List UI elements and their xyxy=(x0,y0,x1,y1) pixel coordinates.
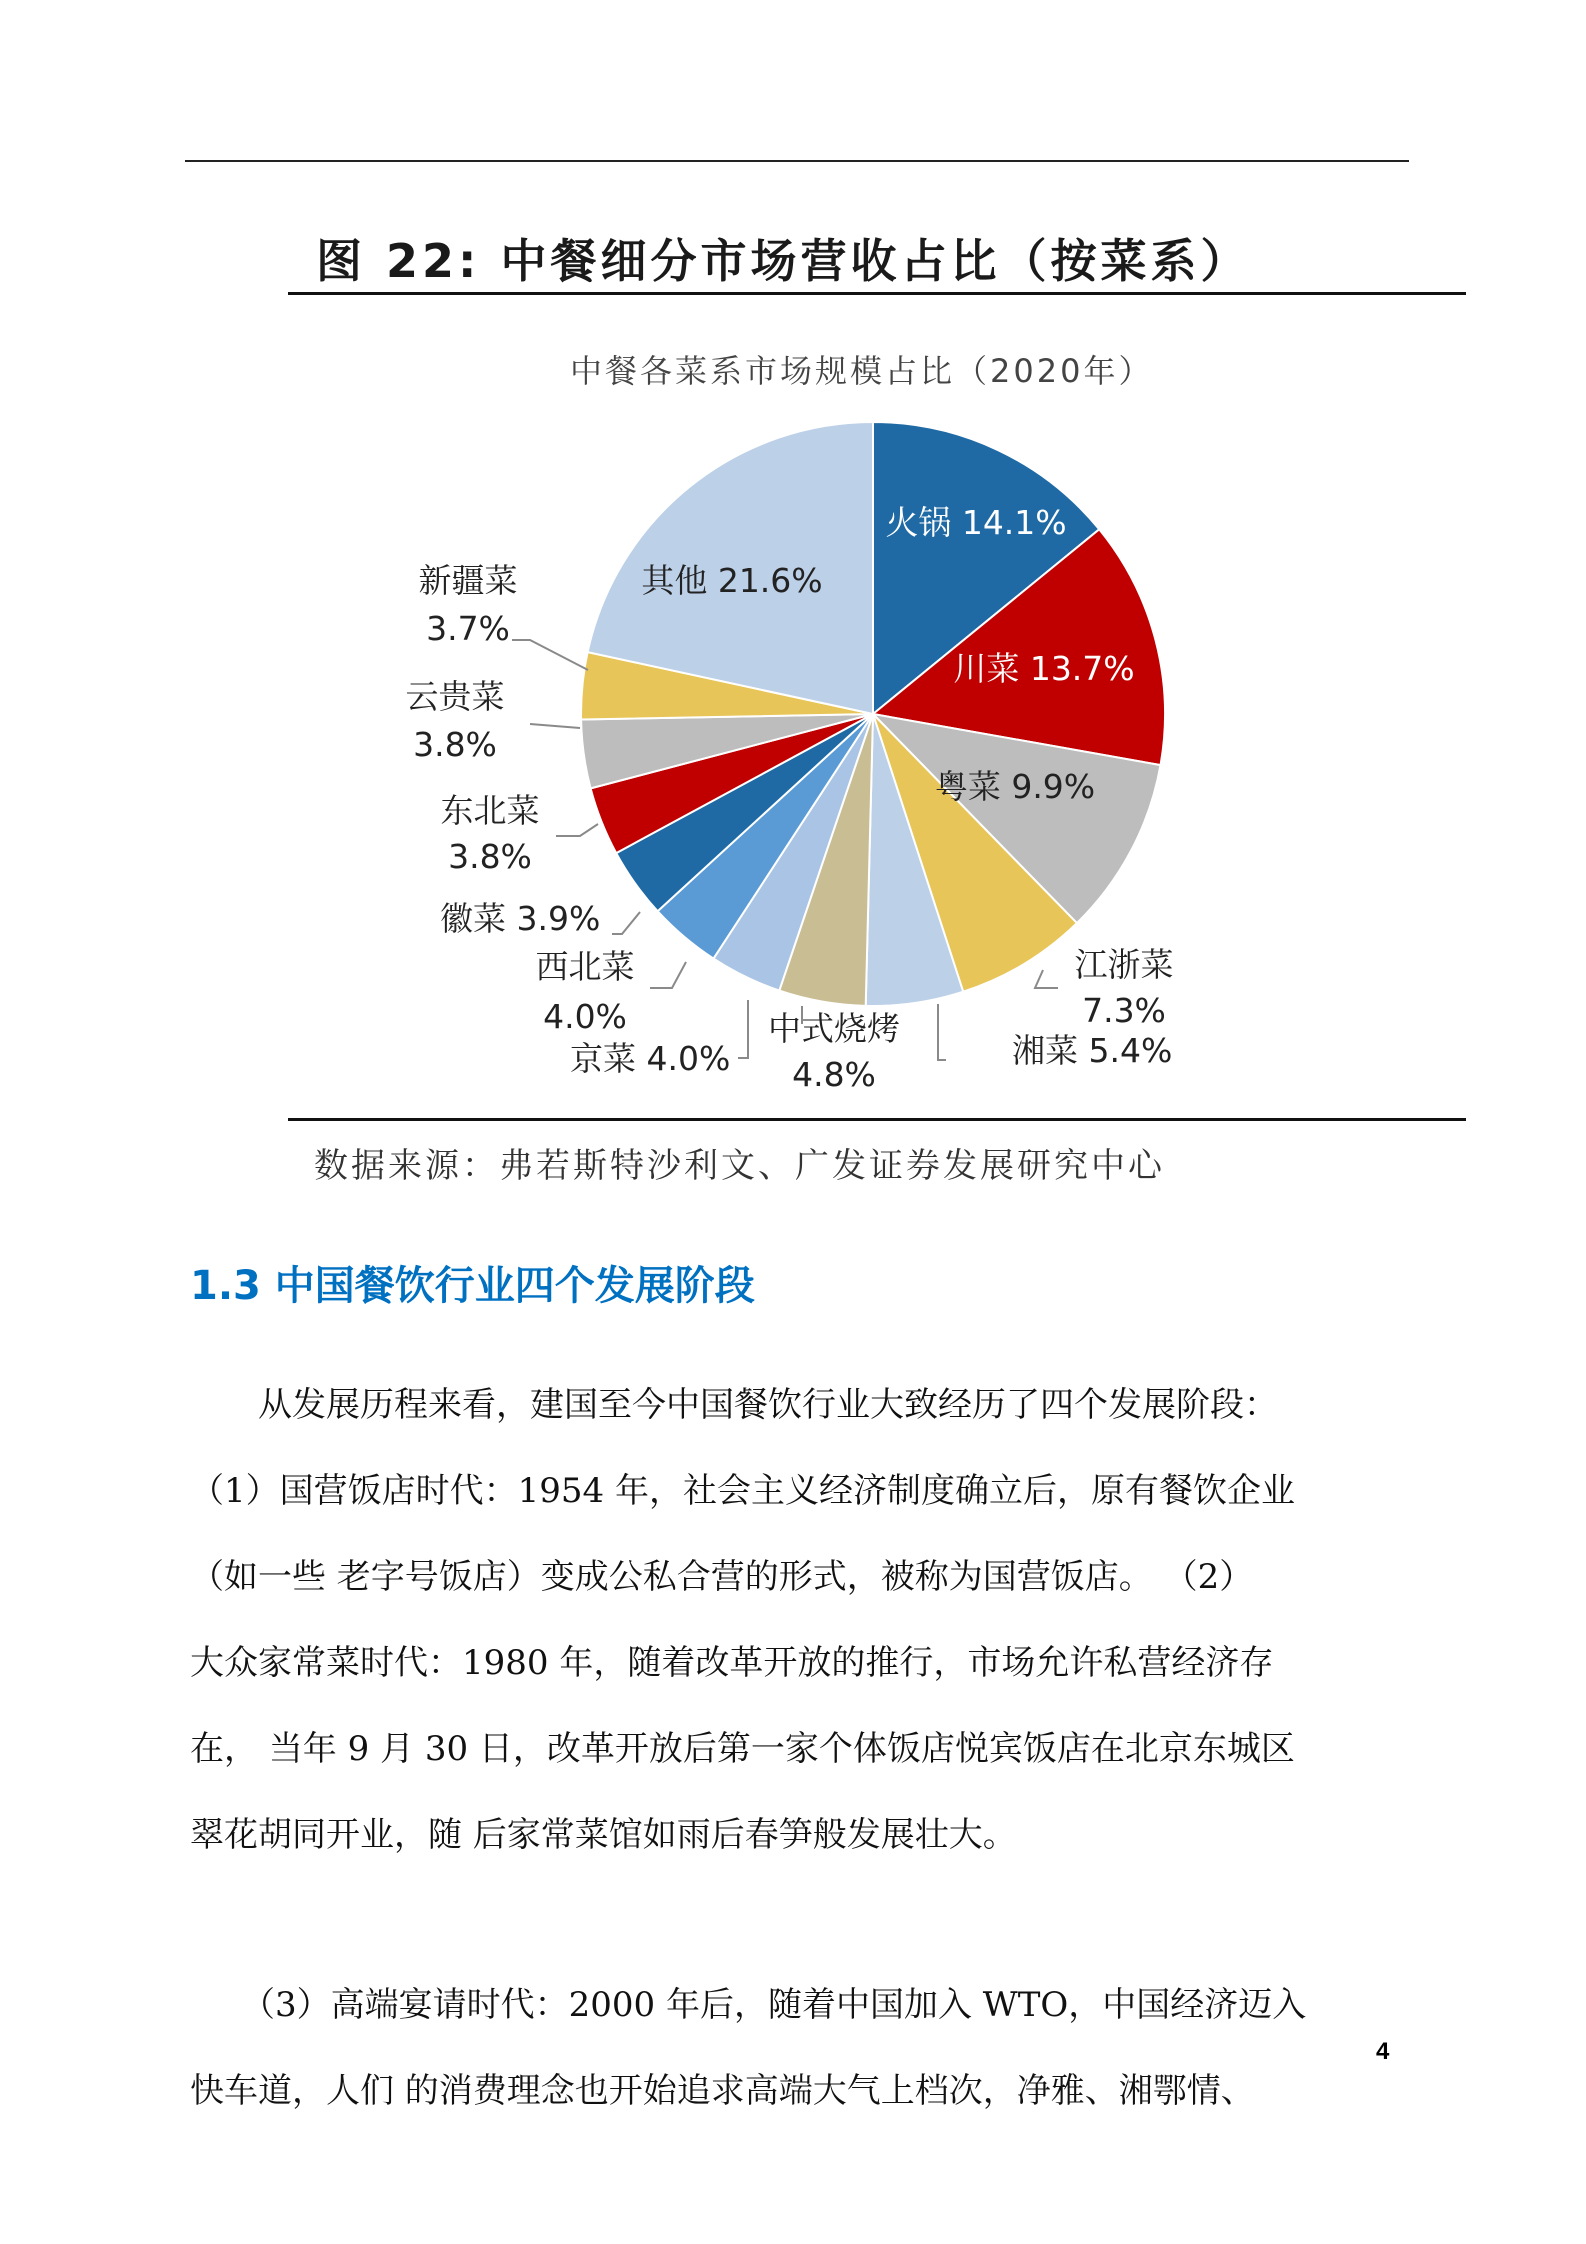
slice-label: 江浙菜 xyxy=(1074,945,1174,984)
slice-label: 火锅 14.1% xyxy=(885,503,1067,542)
slice-label: 新疆菜 xyxy=(418,561,518,600)
page-number: 4 xyxy=(1376,2038,1390,2065)
pie-chart xyxy=(0,0,1586,1120)
slice-label: 川菜 13.7% xyxy=(953,649,1135,688)
slice-label: 其他 21.6% xyxy=(641,561,823,600)
section-heading: 1.3 中国餐饮行业四个发展阶段 xyxy=(190,1263,755,1309)
slice-label: 4.0% xyxy=(543,997,627,1036)
body-line: 快车道，人们 的消费理念也开始追求高端大气上档次，净雅、湘鄂情、 xyxy=(190,2071,1255,2111)
body-line: 在， 当年 9 月 30 日，改革开放后第一家个体饭店悦宾饭店在北京东城区 xyxy=(190,1729,1295,1769)
slice-label: 中式烧烤 xyxy=(768,1009,900,1048)
slice-label: 7.3% xyxy=(1082,991,1166,1030)
slice-label: 粤菜 9.9% xyxy=(934,767,1096,806)
slice-label: 京菜 4.0% xyxy=(570,1039,731,1078)
slice-label: 徽菜 3.9% xyxy=(440,899,601,938)
slice-label: 4.8% xyxy=(792,1055,876,1094)
slice-label: 湘菜 5.4% xyxy=(1012,1031,1173,1070)
leader-line xyxy=(556,824,598,836)
leader-line xyxy=(512,640,588,670)
slice-label: 3.8% xyxy=(413,725,497,764)
body-line: 大众家常菜时代：1980 年，随着改革开放的推行，市场允许私营经济存 xyxy=(190,1643,1274,1683)
leader-line xyxy=(650,962,686,988)
body-line: （3）高端宴请时代：2000 年后，随着中国加入 WTO，中国经济迈入 xyxy=(190,1985,1307,2025)
body-line: （1）国营饭店时代：1954 年，社会主义经济制度确立后，原有餐饮企业 xyxy=(190,1471,1295,1511)
leader-line xyxy=(612,912,640,934)
body-text xyxy=(190,1362,1420,2134)
slice-label: 西北菜 xyxy=(535,947,635,986)
body-line: （如一些 老字号饭店）变成公私合营的形式，被称为国营饭店。 （2） xyxy=(190,1557,1254,1597)
figure-source: 数据来源：弗若斯特沙利文、广发证券发展研究中心 xyxy=(314,1146,1165,1186)
leader-line xyxy=(530,724,580,728)
chart-title: 中餐各菜系市场规模占比（2020年） xyxy=(570,352,1154,390)
slice-label: 云贵菜 xyxy=(405,677,505,716)
body-line: 翠花胡同开业，随 后家常菜馆如雨后春笋般发展壮大。 xyxy=(190,1815,1017,1855)
slice-label: 3.8% xyxy=(448,837,532,876)
leader-line xyxy=(938,1004,946,1060)
body-line: 从发展历程来看，建国至今中国餐饮行业大致经历了四个发展阶段： xyxy=(190,1385,1278,1425)
slice-label: 东北菜 xyxy=(440,791,540,830)
figure-title: 图 22: 中餐细分市场营收占比（按菜系） xyxy=(316,234,1251,288)
slice-label: 3.7% xyxy=(426,609,510,648)
leader-line xyxy=(738,1000,748,1058)
leader-line xyxy=(1035,970,1058,988)
figure-bottom-rule xyxy=(288,1118,1466,1121)
